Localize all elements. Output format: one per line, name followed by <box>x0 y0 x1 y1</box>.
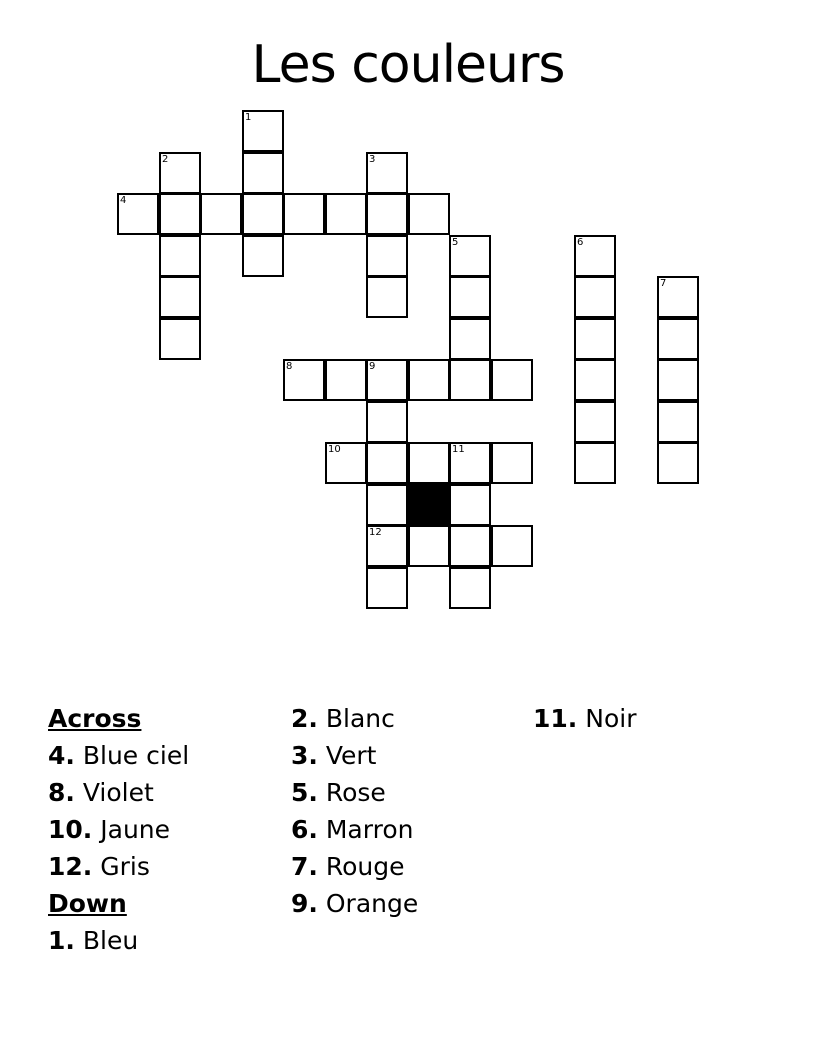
clue-item: 9. Orange <box>291 889 419 918</box>
grid-cell[interactable] <box>491 359 533 401</box>
down-heading: Down <box>48 889 127 918</box>
clue-item: 7. Rouge <box>291 852 405 881</box>
grid-cell[interactable] <box>408 193 450 235</box>
clue-item: 8. Violet <box>48 778 154 807</box>
clues-column-3 <box>533 700 636 737</box>
grid-cell[interactable] <box>449 235 491 277</box>
clue-item: 3. Vert <box>291 741 377 770</box>
clue-number: 10 <box>328 444 341 455</box>
clue-text: Blanc <box>325 704 395 733</box>
clue-number: 5 <box>452 237 459 248</box>
clue-num: 10 <box>48 815 83 844</box>
grid-cell[interactable] <box>366 401 408 443</box>
grid-cell[interactable] <box>449 525 491 567</box>
grid-cell[interactable] <box>657 359 699 401</box>
grid-cell[interactable] <box>242 110 284 152</box>
clue-number: 8 <box>286 361 293 372</box>
grid-cell[interactable] <box>491 442 533 484</box>
grid-cell[interactable] <box>283 193 325 235</box>
clues-column-1 <box>48 700 189 959</box>
clue-number: 3 <box>369 154 376 165</box>
grid-cell[interactable] <box>159 152 201 194</box>
grid-cell[interactable] <box>325 359 367 401</box>
grid-cell[interactable] <box>574 401 616 443</box>
clue-text: Gris <box>100 852 150 881</box>
clue-item: 11. Noir <box>533 704 637 733</box>
grid-cell[interactable] <box>366 152 408 194</box>
grid-cell[interactable] <box>200 193 242 235</box>
clue-item: 2. Blanc <box>291 704 395 733</box>
grid-cell[interactable] <box>657 276 699 318</box>
clue-number: 9 <box>369 361 376 372</box>
clue-number: 6 <box>577 237 584 248</box>
clue-text: Marron <box>325 815 414 844</box>
grid-cell[interactable] <box>117 193 159 235</box>
grid-cell[interactable] <box>449 484 491 526</box>
grid-cell[interactable] <box>657 442 699 484</box>
grid-cell[interactable] <box>242 193 284 235</box>
grid-cell[interactable] <box>491 525 533 567</box>
clue-text: Noir <box>585 704 637 733</box>
grid-cell[interactable] <box>159 318 201 360</box>
clue-item: 6. Marron <box>291 815 414 844</box>
grid-cell[interactable] <box>366 235 408 277</box>
clue-item: 12. Gris <box>48 852 150 881</box>
clue-item: 4. Blue ciel <box>48 741 190 770</box>
clue-text: Bleu <box>82 926 139 955</box>
clue-text: Violet <box>82 778 154 807</box>
clue-number: 12 <box>369 527 382 538</box>
grid-cell[interactable] <box>159 193 201 235</box>
grid-cell[interactable] <box>159 235 201 277</box>
grid-cell[interactable] <box>242 235 284 277</box>
grid-cell[interactable] <box>408 359 450 401</box>
grid-cell[interactable] <box>366 276 408 318</box>
clue-num: 11 <box>533 704 568 733</box>
clue-item: 5. Rose <box>291 778 386 807</box>
grid-cell[interactable] <box>574 276 616 318</box>
grid-cell[interactable] <box>366 525 408 567</box>
clue-text: Rose <box>325 778 386 807</box>
grid-cell[interactable] <box>366 442 408 484</box>
clue-text: Rouge <box>325 852 405 881</box>
clue-text: Orange <box>325 889 419 918</box>
grid-cell[interactable] <box>449 318 491 360</box>
page-title: Les couleurs <box>251 35 565 95</box>
clue-text: Vert <box>325 741 377 770</box>
grid-cell[interactable] <box>449 359 491 401</box>
black-cell <box>408 484 450 526</box>
clue-item: 10. Jaune <box>48 815 171 844</box>
grid-cell[interactable] <box>242 152 284 194</box>
clue-num: 7 <box>291 852 309 881</box>
clues-column-2 <box>291 700 418 922</box>
grid-cell[interactable] <box>159 276 201 318</box>
clue-number: 4 <box>120 195 127 206</box>
clue-num: 4 <box>48 741 66 770</box>
grid-cell[interactable] <box>366 359 408 401</box>
grid-cell[interactable] <box>366 567 408 609</box>
clue-num: 3 <box>291 741 309 770</box>
grid-cell[interactable] <box>449 567 491 609</box>
clue-num: 5 <box>291 778 309 807</box>
clue-number: 1 <box>245 112 252 123</box>
clue-num: 9 <box>291 889 309 918</box>
grid-cell[interactable] <box>657 401 699 443</box>
clue-num: 6 <box>291 815 309 844</box>
grid-cell[interactable] <box>657 318 699 360</box>
clue-text: Jaune <box>100 815 171 844</box>
clue-num: 2 <box>291 704 309 733</box>
grid-cell[interactable] <box>366 484 408 526</box>
clue-text: Blue ciel <box>82 741 190 770</box>
clue-num: 8 <box>48 778 66 807</box>
clue-number: 2 <box>162 154 169 165</box>
across-heading: Across <box>48 704 142 733</box>
grid-cell[interactable] <box>449 276 491 318</box>
grid-cell[interactable] <box>283 359 325 401</box>
grid-cell[interactable] <box>574 359 616 401</box>
grid-cell[interactable] <box>574 235 616 277</box>
grid-cell[interactable] <box>325 442 367 484</box>
clue-number: 7 <box>660 278 667 289</box>
grid-cell[interactable] <box>574 442 616 484</box>
grid-cell[interactable] <box>449 442 491 484</box>
clue-number: 11 <box>452 444 465 455</box>
grid-cell[interactable] <box>574 318 616 360</box>
clue-num: 1 <box>48 926 66 955</box>
clue-item: 1. Bleu <box>48 926 139 955</box>
grid-cell[interactable] <box>408 442 450 484</box>
grid-cell[interactable] <box>325 193 367 235</box>
grid-cell[interactable] <box>408 525 450 567</box>
clue-num: 12 <box>48 852 83 881</box>
grid-cell[interactable] <box>366 193 408 235</box>
